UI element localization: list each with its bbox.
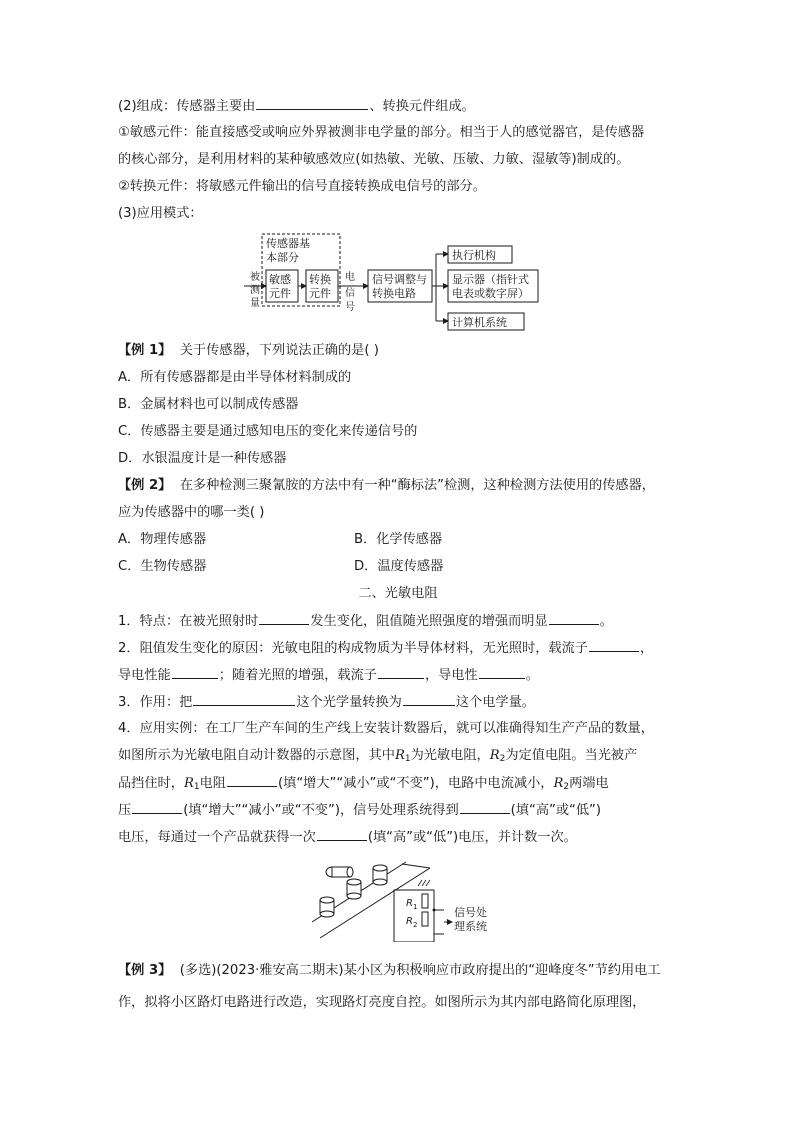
- photoresistor-feature-line: 1．特点：在被光照射时 发生变化，阻值随光照强度的增强而明显 。: [118, 614, 613, 629]
- group-label-2: 本部分: [266, 251, 299, 264]
- section-title: 二、光敏电阻: [358, 586, 438, 601]
- example-2-option-b[interactable]: B．化学传感器: [354, 532, 443, 547]
- group-label-1: 传感器基: [266, 237, 310, 250]
- photoresistor-r1: [422, 894, 428, 908]
- answer-blank[interactable]: [460, 801, 510, 814]
- sensitive-label-1: 敏感: [269, 273, 291, 286]
- example-2-option-a[interactable]: A．物理传感器: [118, 532, 207, 547]
- application-example-line-5: 电压，每通过一个产品就获得一次 (填“高”或“低”)电压，并计数一次。: [118, 830, 577, 845]
- signal-system-label-2: 理系统: [454, 920, 487, 933]
- circuit-label-1: 信号调整与: [372, 273, 427, 286]
- product-icon: [347, 879, 361, 899]
- application-example-line-4: 压 (填“增大”“减小”或“不变”)，信号处理系统得到 (填“高”或“低”): [118, 803, 602, 818]
- signal-label-2: 信: [345, 288, 355, 299]
- svg-text:1: 1: [413, 903, 418, 911]
- answer-blank[interactable]: [259, 612, 309, 625]
- example-2-option-c[interactable]: C．生物传感器: [118, 559, 207, 574]
- application-example-line-3: 品挡住时，$R_1$电阻 (填“增大”“减小”或“不变”)，电路中电流减小，$R_2$两端电: [118, 776, 609, 792]
- computer-system-label: 计算机系统: [452, 316, 507, 329]
- signal-label-1: 电: [345, 272, 355, 283]
- product-icon: [373, 865, 387, 885]
- answer-blank[interactable]: [403, 693, 455, 706]
- product-icon: [320, 897, 334, 917]
- signal-label-3: 号: [345, 302, 355, 313]
- answer-blank[interactable]: [227, 774, 277, 787]
- application-example-line-1: 4．应用实例：在工厂生产车间的生产线上安装计数器后，就可以准确得知生产产品的数量，: [118, 721, 654, 736]
- example-2-options-row-1: [118, 531, 678, 549]
- svg-text:2: 2: [413, 921, 418, 929]
- sensitive-label-2: 元件: [269, 287, 291, 300]
- resistance-change-line-1: 2．阻值发生变化的原因：光敏电阻的构成物质为半导体材料，无光照时，载流子 ，: [118, 641, 654, 656]
- example-1-option-c[interactable]: C．传感器主要是通过感知电压的变化来传递信号的: [118, 424, 418, 439]
- answer-blank[interactable]: [256, 97, 368, 110]
- answer-blank[interactable]: [549, 612, 599, 625]
- conversion-label-2: 元件: [309, 287, 331, 300]
- application-mode-diagram: [240, 232, 540, 336]
- answer-blank[interactable]: [479, 666, 525, 679]
- answer-blank[interactable]: [317, 828, 367, 841]
- composition-line: (2)组成：传感器主要由 、转换元件组成。: [118, 99, 475, 114]
- answer-blank[interactable]: [589, 639, 639, 652]
- example-3-stem-2: 作，拟将小区路灯电路进行改造，实现路灯亮度自控。如图所示为其内部电路简化原理图，: [118, 995, 646, 1010]
- r1-label: R: [406, 898, 413, 909]
- input-label-1: 被: [250, 272, 260, 283]
- answer-blank[interactable]: [132, 801, 182, 814]
- example-1-option-a[interactable]: A．所有传感器都是由半导体材料制成的: [118, 370, 352, 385]
- fixed-resistor-r2: [422, 912, 428, 926]
- sensitive-element-line-2: 的核心部分，是利用材料的某种敏感效应(如热敏、光敏、压敏、力敏、湿敏等)制成的。: [118, 152, 630, 167]
- r2-label: R: [406, 916, 413, 927]
- example-1-stem: 【例 1】 关于传感器，下列说法正确的是( ): [118, 343, 379, 358]
- example-3-stem-1: 【例 3】 (多选)(2023·雅安高二期末)某小区为积极响应市政府提出的“迎峰度冬”节约用电工: [118, 963, 661, 978]
- example-2-stem-2: 应为传感器中的哪一类( ): [118, 505, 265, 520]
- answer-blank[interactable]: [378, 666, 424, 679]
- answer-blank[interactable]: [172, 666, 218, 679]
- answer-blank[interactable]: [193, 693, 295, 706]
- circuit-label-2: 转换电路: [372, 287, 416, 300]
- photoresistor-counter-diagram: [310, 858, 506, 942]
- resistance-change-line-2: 导电性能 ；随着光照的增强，载流子 ，导电性 。: [118, 668, 539, 683]
- example-2-option-d[interactable]: D．温度传感器: [354, 559, 444, 574]
- example-1-option-b[interactable]: B．金属材料也可以制成传感器: [118, 397, 299, 412]
- function-line: 3．作用：把 这个光学量转换为 这个电学量。: [118, 695, 535, 710]
- sensitive-element-line-1: ①敏感元件：能直接感受或响应外界被测非电学量的部分。相当于人的感觉器官，是传感器: [118, 125, 645, 140]
- input-label-2: 测: [250, 285, 260, 296]
- conversion-label-1: 转换: [309, 273, 331, 286]
- input-label-3: 量: [250, 298, 260, 309]
- signal-system-label-1: 信号处: [454, 906, 487, 919]
- display-label-2: 电表或数字屏）: [452, 287, 529, 300]
- example-2-options-row-2: [118, 558, 678, 576]
- application-mode-line: (3)应用模式：: [118, 206, 203, 221]
- example-2-stem-1: 【例 2】 在多种检测三聚氰胺的方法中有一种“酶标法”检测，这种检测方法使用的传感器，: [118, 478, 655, 493]
- actuator-label: 执行机构: [452, 249, 496, 262]
- application-example-line-2: 如图所示为光敏电阻自动计数器的示意图，其中$R_1$为光敏电阻，$R_2$为定值电阻。当光被产: [118, 748, 638, 764]
- conversion-element-line: ②转换元件：将敏感元件输出的信号直接转换成电信号的部分。: [118, 179, 486, 194]
- example-1-option-d[interactable]: D．水银温度计是一种传感器: [118, 451, 287, 466]
- display-label-1: 显示器（指针式: [452, 273, 529, 286]
